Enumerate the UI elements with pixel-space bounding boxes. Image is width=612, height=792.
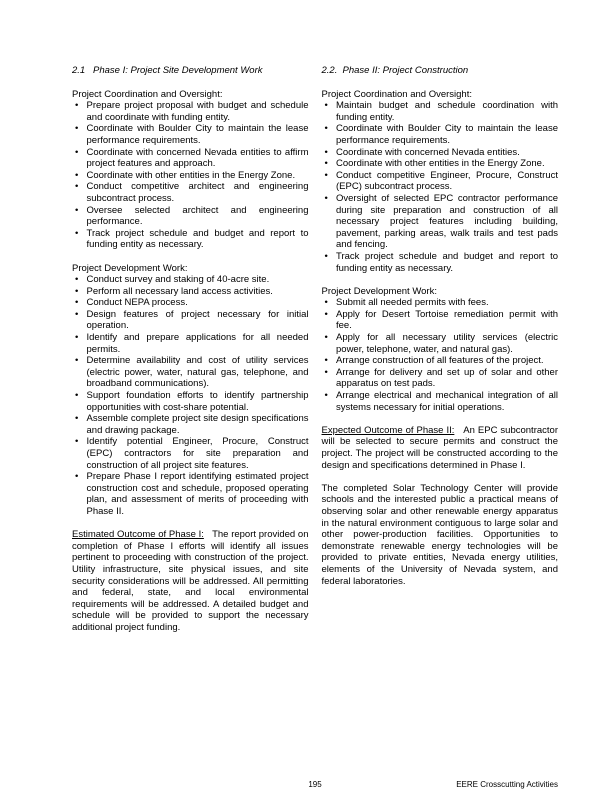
bullet-item: • Assemble complete project site design specifications and drawing package. bbox=[72, 413, 309, 436]
paragraph-lead: Expected Outcome of Phase II: bbox=[321, 424, 455, 436]
bullet-item: • Support foundation efforts to identify partnership opportunities with cost-share potential. bbox=[72, 390, 309, 413]
page-footer bbox=[72, 779, 558, 790]
subsection-label: Project Development Work: bbox=[72, 262, 188, 274]
bullet-item: • Prepare project proposal with budget and schedule and coordinate with funding entity. bbox=[72, 100, 309, 123]
bullet-item: • Conduct survey and staking of 40-acre site. bbox=[72, 274, 309, 286]
bullet-item: • Arrange for delivery and set up of solar and other apparatus on test pads. bbox=[322, 367, 559, 390]
bullet-item: • Coordinate with Boulder City to maintain the lease performance requirements. bbox=[72, 123, 309, 146]
footer-document-title: EERE Crosscutting Activities bbox=[456, 780, 558, 789]
bullet-item: • Identify and prepare applications for all needed permits. bbox=[72, 332, 309, 355]
right-column bbox=[322, 65, 559, 645]
bullet-item: • Conduct competitive architect and engineering subcontract process. bbox=[72, 181, 309, 204]
bullet-item: • Perform all necessary land access activities. bbox=[72, 286, 309, 298]
bullet-item: • Arrange electrical and mechanical integration of all systems necessary for initial operations. bbox=[322, 390, 559, 413]
bullet-item: • Track project schedule and budget and report to funding entity as necessary. bbox=[322, 251, 559, 274]
bullet-item: • Prepare Phase I report identifying estimated project construction cost and schedule, proposed operating plan, and assessment of merits of proceeding with Phase II. bbox=[72, 471, 309, 517]
bullet-item: • Design features of project necessary for initial operation. bbox=[72, 309, 309, 332]
left-column bbox=[72, 65, 309, 645]
bullet-item: • Coordinate with Boulder City to maintain the lease performance requirements. bbox=[322, 123, 559, 146]
bullet-item: • Coordinate with other entities in the Energy Zone. bbox=[322, 158, 559, 170]
bullet-item: • Coordinate with other entities in the Energy Zone. bbox=[72, 170, 309, 182]
subsection-label: Project Coordination and Oversight: bbox=[72, 88, 223, 100]
bullet-list bbox=[322, 100, 559, 274]
bullet-item: • Maintain budget and schedule coordination with funding entity. bbox=[322, 100, 559, 123]
body-paragraph: The completed Solar Technology Center will provide schools and the interested public a practical means of observing solar and other renewable energy apparatus in the natural environment contiguous to large solar and other power-production facilities. Opportunities to demonstrate renewable energy technologies will be provided to private entities, Nevada energy utilities, elements of the University of Nevada system, and federal laboratories. bbox=[321, 482, 558, 587]
bullet-list bbox=[72, 274, 309, 517]
section-title: Phase II: Project Construction bbox=[342, 65, 469, 76]
bullet-item: • Oversee selected architect and engineering performance. bbox=[72, 205, 309, 228]
bullet-item: • Conduct competitive Engineer, Procure, Construct (EPC) subcontract process. bbox=[322, 170, 559, 193]
body-paragraph: Estimated Outcome of Phase I: The report provided on completion of Phase I efforts will identify all issues pertinent to proceeding with construction of the project. Utility infrastructure, site physical issues, and site security considerations will be addressed. All permitting and federal, state, and local environmental requirements will be addressed. A detailed budget and schedule will be provided to support the necessary additional project funding. bbox=[72, 529, 309, 633]
bullet-item: • Identify potential Engineer, Procure, Construct (EPC) contractors for site preparation and construction of all project site features. bbox=[72, 436, 309, 471]
section-number: 2.1 bbox=[72, 65, 86, 76]
bullet-list bbox=[72, 100, 309, 251]
bullet-list bbox=[322, 297, 559, 413]
bullet-item: • Coordinate with concerned Nevada entities to affirm project features and approach. bbox=[72, 147, 309, 170]
bullet-item: • Conduct NEPA process. bbox=[72, 297, 309, 309]
bullet-item: • Apply for Desert Tortoise remediation permit with fee. bbox=[322, 309, 559, 332]
bullet-item: • Apply for all necessary utility services (electric power, telephone, water, and natural gas). bbox=[322, 332, 559, 355]
paragraph-lead: Estimated Outcome of Phase I: bbox=[72, 529, 204, 541]
bullet-item: • Track project schedule and budget and report to funding entity as necessary. bbox=[72, 228, 309, 251]
bullet-item: • Arrange construction of all features of the project. bbox=[322, 355, 559, 367]
page-number: 195 bbox=[308, 780, 322, 789]
section-heading bbox=[322, 65, 559, 77]
bullet-item: • Coordinate with concerned Nevada entities. bbox=[322, 147, 559, 159]
section-title: Phase I: Project Site Development Work bbox=[93, 65, 263, 76]
section-heading bbox=[72, 65, 309, 77]
subsection-label: Project Development Work: bbox=[321, 285, 437, 297]
bullet-item: • Determine availability and cost of utility services (electric power, water, natural gas, telephone, and broadband communications). bbox=[72, 355, 309, 390]
body-paragraph: Expected Outcome of Phase II: An EPC subcontractor will be selected to secure permits and construct the project. The project will be constructed according to the design and specifications determined in Phase I. bbox=[321, 424, 558, 471]
subsection-label: Project Coordination and Oversight: bbox=[321, 88, 472, 100]
bullet-item: • Submit all needed permits with fees. bbox=[322, 297, 559, 309]
page-body bbox=[72, 65, 558, 645]
section-number: 2.2. bbox=[321, 65, 338, 76]
bullet-item: • Oversight of selected EPC contractor performance during site preparation and construction of all necessary project features including building, pavement, parking areas, walk trails and test pads and fencing. bbox=[322, 193, 559, 251]
